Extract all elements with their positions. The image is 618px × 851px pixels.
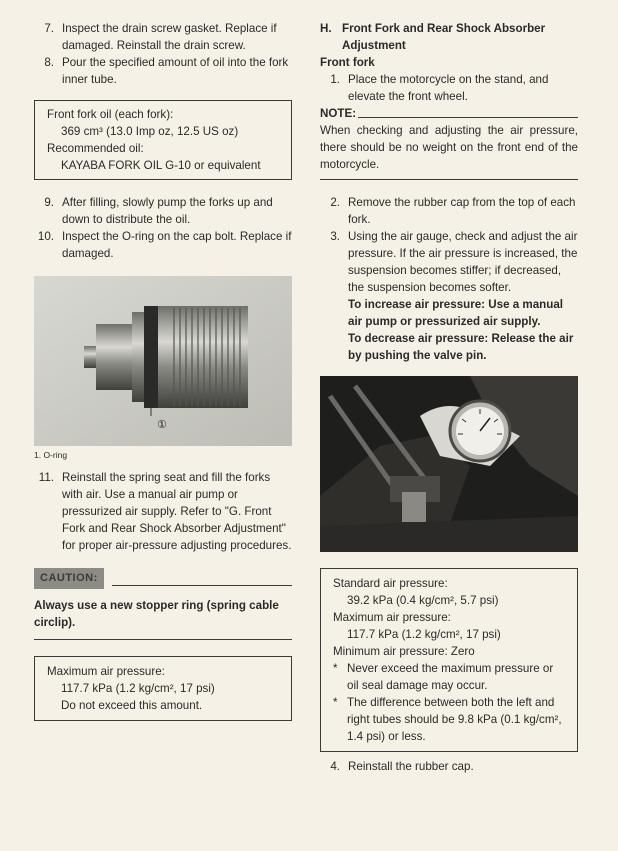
step-number: 1.: [330, 73, 340, 86]
step-9: [34, 194, 292, 228]
o-ring-callout: ①: [157, 418, 167, 431]
step-text: After filling, slowly pump the forks up and down to distribute the oil.: [62, 196, 273, 226]
max-air-pressure-box: [34, 656, 292, 721]
step-number: 3.: [330, 230, 340, 243]
min-pressure-text: Minimum air pressure: Zero: [333, 645, 475, 658]
step-1: [320, 71, 578, 105]
step-text: Using the air gauge, check and adjust the air pressure. If the air pressure is increased, the suspension becomes stiffer; if decreased, the suspension becomes softer.: [348, 230, 578, 294]
step-text: Inspect the drain screw gasket. Replace if damaged. Reinstall the drain screw.: [62, 22, 277, 52]
step-number: 2.: [330, 196, 340, 209]
caution-header: [34, 568, 292, 589]
step-11: [34, 469, 292, 554]
std-pressure-value: 39.2 kPa (0.4 kg/cm², 5.7 psi): [347, 594, 499, 607]
max-pressure-value: 117.7 kPa (1.2 kg/cm², 17 psi): [347, 628, 501, 641]
step-text: Pour the specified amount of oil into the fork inner tube.: [62, 56, 289, 86]
spec-bullet: [333, 694, 565, 745]
step-text: Inspect the O-ring on the cap bolt. Replace if damaged.: [62, 230, 292, 260]
step-number: 11.: [38, 471, 54, 484]
step-number: 9.: [44, 196, 54, 209]
air-gauge-illustration: [320, 376, 578, 552]
note-label: NOTE:: [320, 107, 357, 120]
note-text: When checking and adjusting the air pressure, there should be no weight on the front end of the motorcycle.: [320, 124, 578, 171]
step-number: 4.: [330, 760, 340, 773]
increase-pressure-text: To increase air pressure: Use a manual air pump or pressurized air supply.: [348, 298, 564, 328]
step-number: 8.: [44, 56, 54, 69]
decrease-pressure-text: To decrease air pressure: Release the air by pushing the valve pin.: [348, 332, 574, 362]
note-header: [320, 105, 578, 122]
fork-oil-spec-box: [34, 100, 292, 180]
max-air-pressure-note: Do not exceed this amount.: [61, 699, 203, 712]
air-gauge-photo: [320, 376, 578, 552]
step-text: Remove the rubber cap from the top of each fork.: [348, 196, 576, 226]
step-10: [34, 228, 292, 262]
left-column: [34, 20, 292, 721]
max-air-pressure-title: Maximum air pressure:: [47, 665, 165, 678]
step-number: 10.: [37, 230, 54, 243]
recommended-oil-value: KAYABA FORK OIL G-10 or equivalent: [61, 159, 261, 172]
step-3: [320, 228, 578, 296]
max-air-pressure-value: 117.7 kPa (1.2 kg/cm², 17 psi): [61, 682, 215, 695]
caution-rule: [112, 585, 292, 586]
step-text: Place the motorcycle on the stand, and elevate the front wheel.: [348, 73, 549, 103]
cap-bolt-illustration: [34, 276, 292, 446]
right-column: [320, 20, 578, 775]
step-7: [34, 20, 292, 54]
step-2: [320, 194, 578, 228]
step-8: [34, 54, 292, 88]
spec-bullet: [333, 660, 565, 694]
section-letter: H.: [320, 22, 332, 35]
subheading-front-fork: Front fork: [320, 56, 375, 69]
caution-bottom-rule: [34, 639, 292, 640]
bullet-text: Never exceed the maximum pressure or oil seal damage may occur.: [347, 662, 554, 692]
std-pressure-label: Standard air pressure:: [333, 577, 448, 590]
section-heading: [320, 20, 578, 54]
bullet-icon: *: [333, 662, 338, 675]
section-title: Front Fork and Rear Shock Absorber Adjustment: [342, 22, 546, 52]
step-4: [320, 758, 578, 775]
max-pressure-label: Maximum air pressure:: [333, 611, 451, 624]
bullet-icon: *: [333, 696, 338, 709]
caution-text: Always use a new stopper ring (spring cable circlip).: [34, 599, 279, 629]
air-pressure-spec-box: [320, 568, 578, 752]
step-text: Reinstall the spring seat and fill the forks with air. Use a manual air pump or pressurized air supply. Refer to "G. Front Fork and Rear Shock Absorber Adjustment" for proper air-pressure adjusting procedures.: [62, 471, 292, 552]
step-number: 7.: [44, 22, 54, 35]
bullet-text: The difference between both the left and right tubes should be 9.8 kPa (0.1 kg/cm², 1.4 psi) or less.: [347, 696, 562, 743]
recommended-oil-label: Recommended oil:: [47, 142, 144, 155]
step-text: Reinstall the rubber cap.: [348, 760, 474, 773]
note-bottom-rule: [320, 179, 578, 180]
cap-bolt-photo: [34, 276, 292, 446]
fork-oil-amount: 369 cm³ (13.0 Imp oz, 12.5 US oz): [61, 125, 239, 138]
photo-caption: 1. O-ring: [34, 450, 68, 460]
note-rule: [358, 117, 578, 118]
fork-oil-title: Front fork oil (each fork):: [47, 108, 174, 121]
caution-label: CAUTION:: [34, 568, 104, 589]
